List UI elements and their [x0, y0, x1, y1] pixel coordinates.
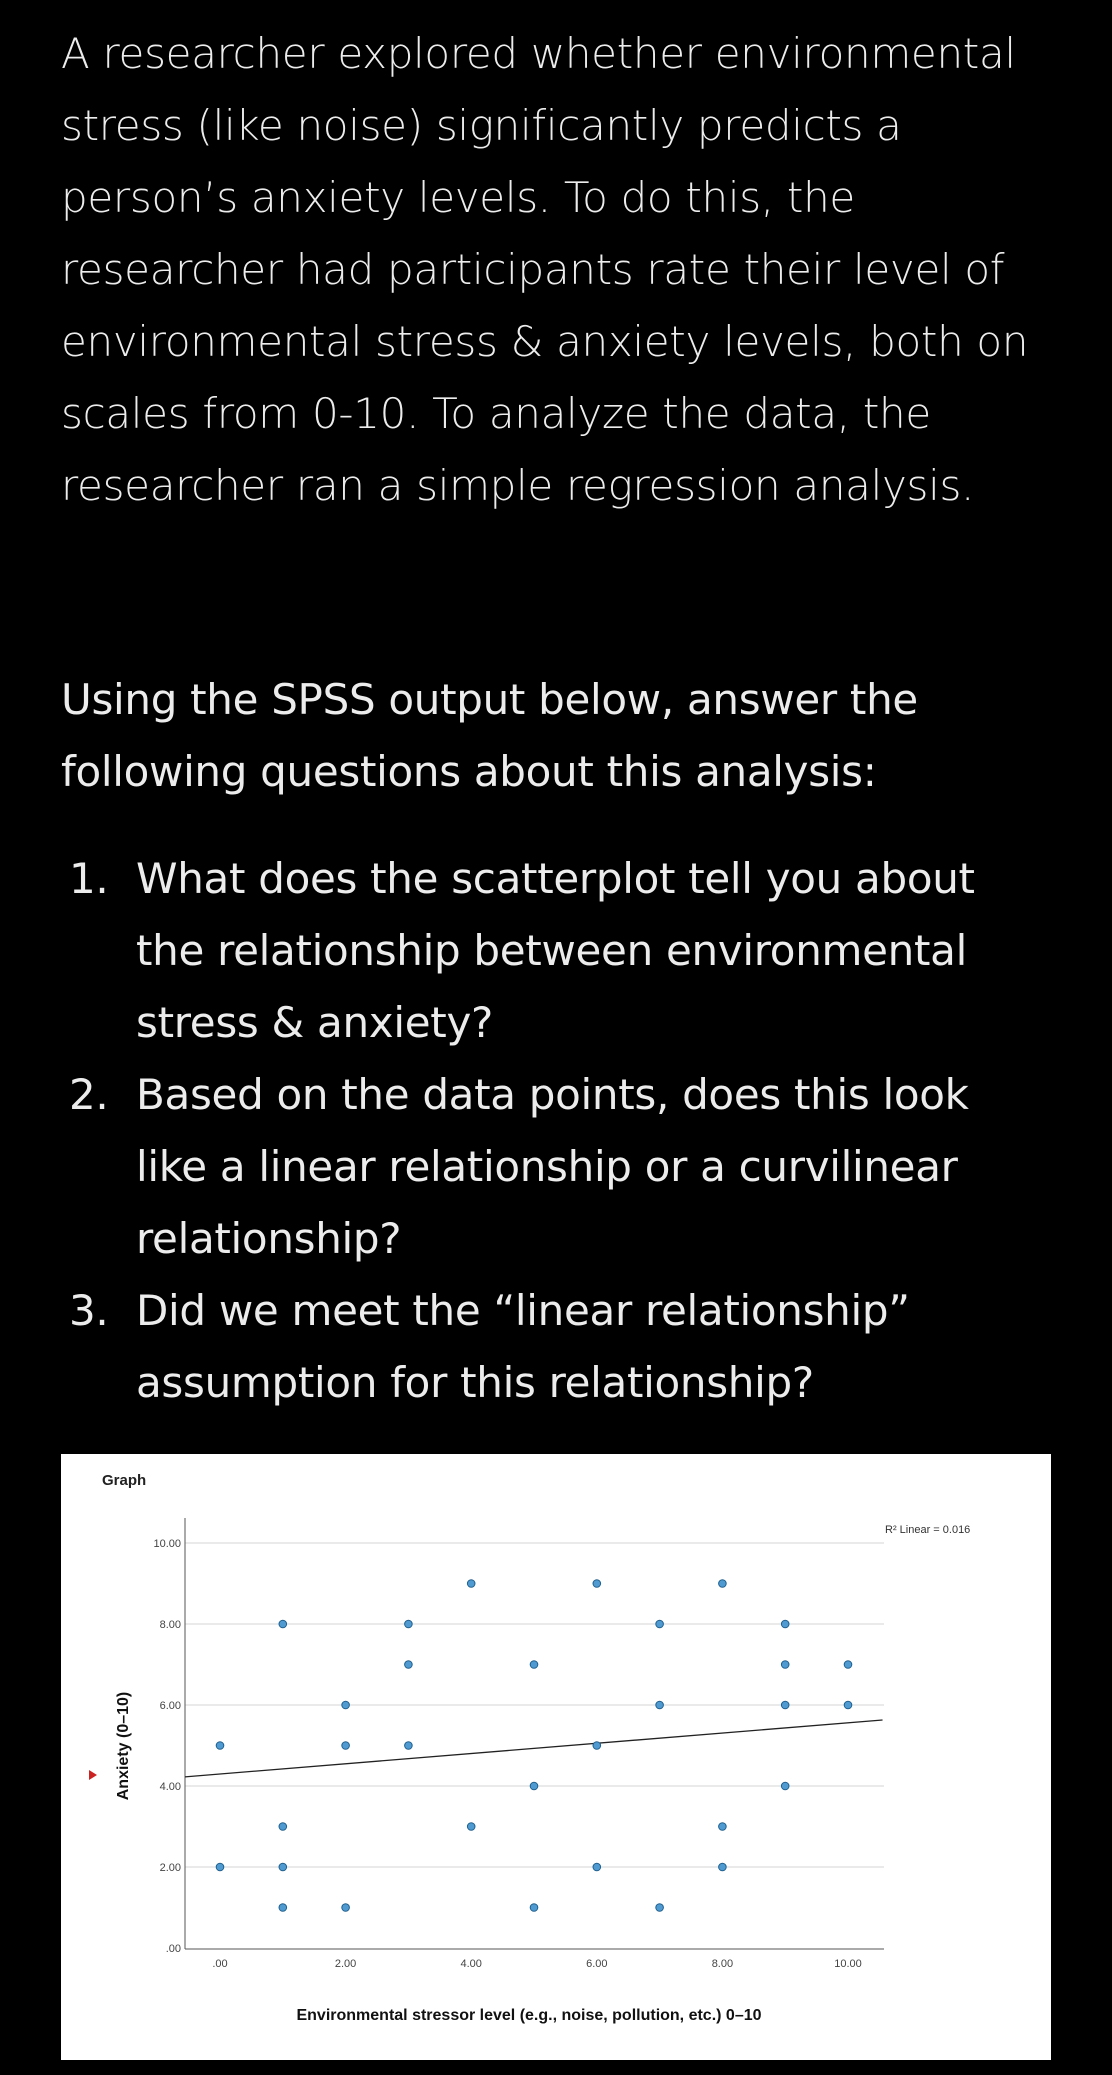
x-tick-label: 10.00	[834, 1958, 862, 1970]
scatter-point	[719, 1580, 727, 1588]
scatter-point	[342, 1701, 350, 1709]
question-item	[0, 1275, 1046, 1419]
scatter-point	[530, 1782, 538, 1790]
scatter-point	[719, 1823, 727, 1831]
scatter-point	[781, 1701, 789, 1709]
x-tick-label: .00	[212, 1958, 228, 1970]
intro-paragraph: A researcher explored whether environmental stress (like noise) significantly predicts a person’s anxiety levels. To do this, the researcher had participants rate their level of environmental stress & anxiety levels, both on scales from 0-10. To analyze the data, the researcher ran a simple regression analysis.	[61, 29, 1029, 510]
question-item	[0, 1059, 1046, 1275]
scatterplot-chart	[61, 1454, 1051, 2060]
scatter-point	[781, 1661, 789, 1669]
scatter-point	[530, 1904, 538, 1912]
x-tick-label: 2.00	[334, 1958, 357, 1970]
scatter-point	[593, 1742, 601, 1750]
question-list	[0, 843, 1112, 1419]
scatter-point	[405, 1661, 413, 1669]
scatter-point	[844, 1661, 852, 1669]
scatter-point	[279, 1863, 287, 1871]
r-squared-label: R² Linear = 0.016	[885, 1524, 971, 1536]
scatter-point	[405, 1620, 413, 1628]
plot-grid	[185, 1543, 884, 1867]
expand-marker-icon	[89, 1770, 97, 1780]
x-tick-label: 4.00	[460, 1958, 482, 1970]
y-tick-label: 8.00	[159, 1619, 181, 1631]
scatter-point	[467, 1823, 475, 1831]
scatter-point	[656, 1904, 664, 1912]
figure-heading: Graph	[102, 1472, 147, 1489]
scatter-point	[405, 1742, 413, 1750]
regression-line	[185, 1720, 883, 1777]
scatter-point	[781, 1782, 789, 1790]
question-item	[0, 843, 1046, 1059]
x-tick-label: 8.00	[711, 1958, 734, 1970]
scatter-point	[342, 1904, 350, 1912]
scatter-point	[467, 1580, 475, 1588]
question-number: 1.	[69, 854, 109, 903]
question-number: 2.	[69, 1070, 109, 1119]
y-axis-title: Anxiety (0–10)	[115, 1691, 132, 1801]
x-tick-label: 6.00	[586, 1958, 608, 1970]
question-number: 3.	[69, 1286, 109, 1335]
scatter-point	[593, 1580, 601, 1588]
y-tick-label: .00	[165, 1943, 181, 1955]
scatter-point	[656, 1701, 664, 1709]
x-axis-title: Environmental stressor level (e.g., noise, pollution, etc.) 0–10	[296, 2007, 762, 2024]
data-points	[216, 1580, 852, 1912]
scatter-point	[530, 1661, 538, 1669]
instructions-paragraph: Using the SPSS output below, answer the following questions about this analysis:	[61, 675, 918, 796]
y-tick-label: 6.00	[159, 1700, 181, 1712]
y-tick-label: 10.00	[153, 1538, 181, 1550]
y-tick-label: 4.00	[159, 1781, 181, 1793]
y-tick-label: 2.00	[159, 1862, 181, 1874]
scatter-point	[342, 1742, 350, 1750]
scatter-point	[781, 1620, 789, 1628]
question-text: What does the scatterplot tell you about the relationship between environmental stress & anxiety?	[136, 854, 975, 1047]
spss-output-figure	[61, 1454, 1051, 2060]
scatter-point	[844, 1701, 852, 1709]
scatter-point	[279, 1823, 287, 1831]
scatter-point	[593, 1863, 601, 1871]
question-text: Based on the data points, does this look like a linear relationship or a curvilinear relationship?	[136, 1070, 969, 1263]
plot-ticks	[153, 1538, 861, 1970]
plot-axes	[185, 1518, 884, 1949]
scatter-point	[279, 1904, 287, 1912]
scatter-point	[216, 1742, 224, 1750]
fit-line-group	[185, 1720, 883, 1777]
scatter-point	[279, 1620, 287, 1628]
question-text: Did we meet the “linear relationship” assumption for this relationship?	[136, 1286, 910, 1407]
scatter-point	[216, 1863, 224, 1871]
scatter-point	[719, 1863, 727, 1871]
scatter-point	[656, 1620, 664, 1628]
